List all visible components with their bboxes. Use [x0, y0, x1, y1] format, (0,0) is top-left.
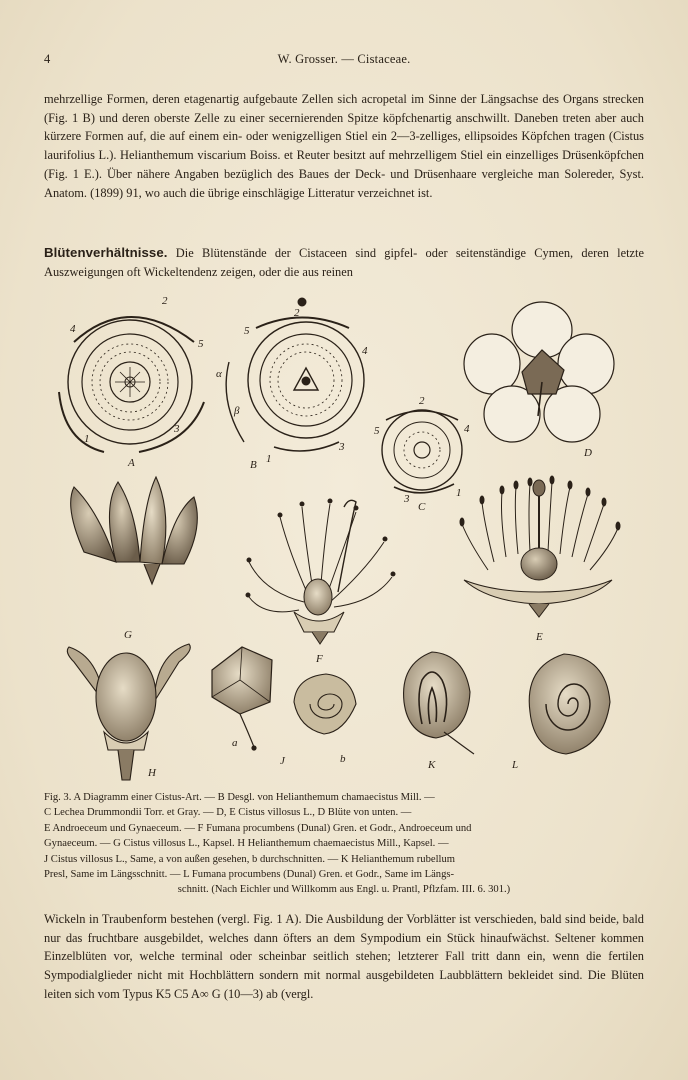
- figure-caption: [44, 790, 644, 898]
- label-e: E: [536, 631, 543, 643]
- diagram-b: [226, 298, 364, 451]
- label-c: C: [418, 501, 426, 513]
- diagram-a-num-2: 2: [162, 295, 168, 307]
- caption-line-1: Fig. 3. A Diagramm einer Cistus-Art. — B Desgl. von Helianthemum chamaecistus Mill. —: [44, 792, 435, 803]
- caption-line-4: Gynaeceum. — G Cistus villosus L., Kapsel. H Helianthemum chaemaecistus Mill., Kapsel. —: [44, 838, 449, 850]
- seed-j-a: [212, 647, 272, 750]
- label-a-small: a: [232, 737, 238, 749]
- label-l: L: [512, 759, 519, 771]
- paragraph-3: [44, 910, 644, 1004]
- diagram-b-beta: β: [234, 405, 240, 417]
- diagram-a-num-5: 5: [198, 338, 204, 350]
- paragraph-1-text: mehrzellige Formen, deren etagenartig aufgebaute Zellen sich acropetal im Sinne der Längsachse des Organs strecken (Fig. 1 B) und deren oberste Zelle zu einer secernierenden Spitze köpfchenartig anschwillt. Daneben treten aber auch kürzere Formen auf, die auf einem ein- oder wenigzelligen Stiel ein 2—3-zelliges, ellipsoides Köpfchen tragen (Cistus laurifolius L.). Helianthemum viscarium Boiss. et Reuter besitzt auf mehrzelligem Stiel ein einzelliges Drüsenköpfchen (Fig. 1 E.). Über nähere Angaben bezüglich des Baues der Deck- und Drüsenhaare vergleiche man Solereder, Syst. Anatom. (1899) 91, wo auch die übrige einschlägige Litteratur verzeichnet ist.: [44, 92, 644, 200]
- diagram-a-num-3: 3: [174, 423, 180, 435]
- diagram-a-num-4: 4: [70, 323, 76, 335]
- diagram-c-num-5: 5: [374, 425, 380, 437]
- paragraph-1: [44, 90, 644, 202]
- androeceum-e: [460, 476, 620, 617]
- label-f: F: [316, 653, 323, 665]
- paragraph-3-text: Wickeln in Traubenform bestehen (vergl. Fig. 1 A). Die Ausbildung der Vorblätter ist verschieden, bald sind beide, bald nur das fruchtbare ausgebildet, welches dann öfters an dem Sympodium ein Stück hinaufwächst. Seltener kommen Einzelblüten vor, welche terminal oder scheinbar seitlich stehen; letzterer Fall tritt dann ein, wenn die fertilen Sympodialglieder nicht mit Hochblättern sondern mit normal ausgebildeten Laubblättern bekleidet sind. Die Blüten leiten sich vom Typus K5 C5 A∞ G (10—3) ab (vergl.: [44, 912, 644, 1001]
- paragraph-2-text: Die Blütenstände der Cistaceen sind gipfel- oder seitenständige Cymen, deren letzte Auszweigungen oft Wickeltendenz zeigen, oder die aus reinen: [44, 246, 644, 279]
- caption-line-6: Presl, Same im Längsschnitt. — L Fumana procumbens (Dunal) Gren. et Godr., Same im Längs-: [44, 869, 455, 881]
- botanical-figure: [44, 292, 644, 788]
- diagram-b-num-4: 4: [362, 345, 368, 357]
- diagram-c-num-4: 4: [464, 423, 470, 435]
- label-d: D: [584, 447, 592, 459]
- label-g: G: [124, 629, 132, 641]
- capsule-h: [67, 644, 190, 780]
- label-a: A: [128, 457, 135, 469]
- seed-k: [404, 652, 474, 754]
- seed-j-b: [294, 674, 356, 734]
- diagram-b-num-1: 1: [266, 453, 272, 465]
- diagram-b-num-5: 5: [244, 325, 250, 337]
- diagram-a: [59, 317, 204, 452]
- label-j: J: [280, 755, 285, 767]
- caption-line-5: J Cistus villosus L., Same, a von außen gesehen, b durchschnitten. — K Helianthemum rubellum: [44, 853, 456, 865]
- label-k: K: [428, 759, 436, 771]
- label-b-small: b: [340, 753, 346, 765]
- label-h: H: [148, 767, 156, 779]
- figure-drawing: [44, 292, 644, 788]
- diagram-b-num-3: 3: [339, 441, 345, 453]
- capsule-g: [71, 477, 198, 584]
- diagram-b-alpha: α: [216, 368, 222, 380]
- diagram-b-num-2: 2: [294, 307, 300, 319]
- page-header: [44, 52, 644, 70]
- androeceum-f: [246, 499, 395, 644]
- running-title: W. Grosser. — Cistaceae.: [277, 52, 411, 66]
- page-number: 4: [44, 52, 51, 66]
- diagram-c-num-3: 3: [404, 493, 410, 505]
- caption-line-3: E Androeceum und Gynaeceum. — F Fumana procumbens (Dunal) Gren. et Godr., Androeceum und: [44, 822, 472, 834]
- caption-line-2: C Lechea Drummondii Torr. et Gray. — D, E Cistus villosus L., D Blüte von unten. —: [44, 807, 412, 819]
- diagram-c-num-1: 1: [456, 487, 462, 499]
- caption-line-7: schnitt. (Nach Eichler und Willkomm aus Engl. u. Prantl, Pflzfam. III. 6. 301.): [177, 884, 511, 896]
- section-heading: Blütenverhältnisse.: [44, 245, 168, 260]
- diagram-c: [382, 410, 462, 493]
- diagram-a-num-1: 1: [84, 433, 90, 445]
- seed-l: [529, 654, 610, 754]
- paragraph-2: [44, 244, 644, 281]
- diagram-c-num-2: 2: [419, 395, 425, 407]
- label-b: B: [250, 459, 257, 471]
- flower-d: [464, 302, 614, 442]
